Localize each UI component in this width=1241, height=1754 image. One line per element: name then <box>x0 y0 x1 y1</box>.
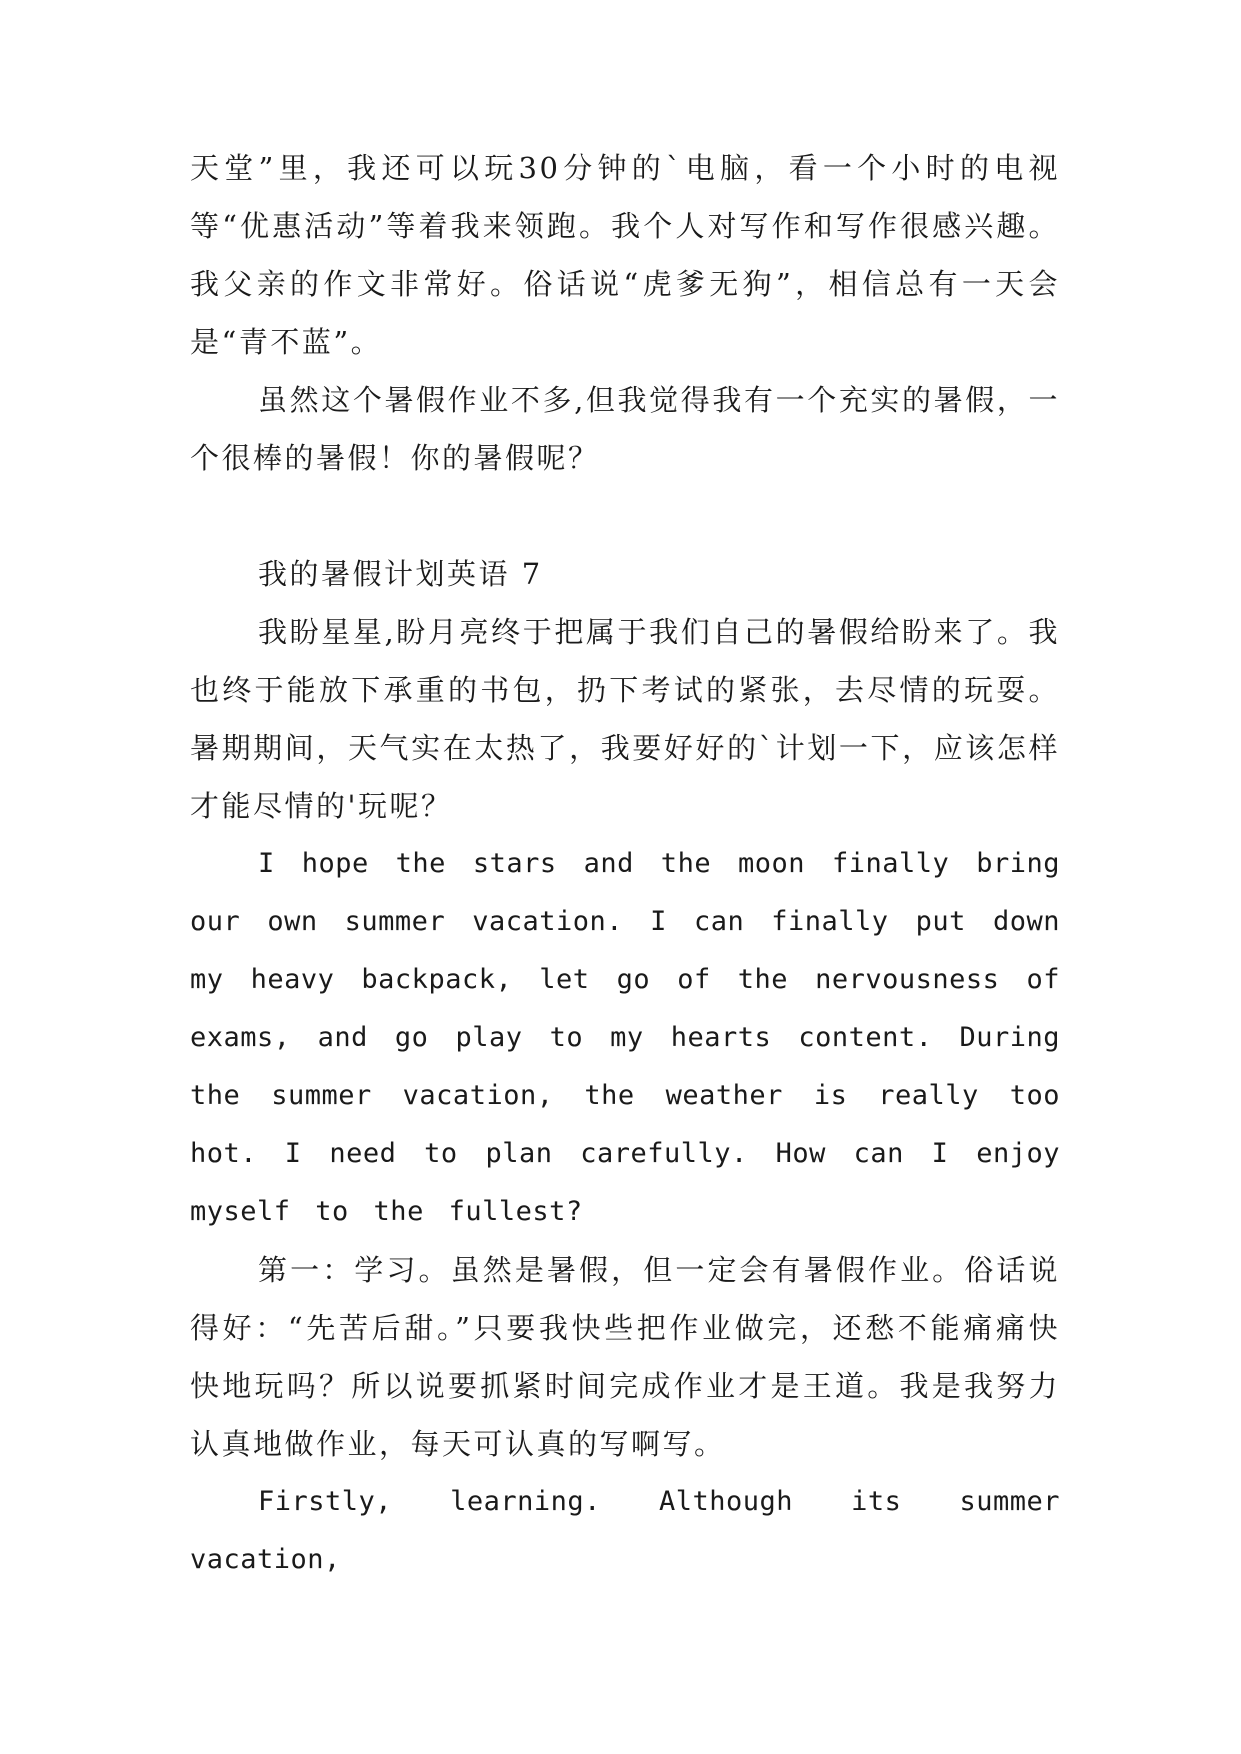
paragraph-p1: 天堂”里，我还可以玩30分钟的`电脑，看一个小时的电视等“优惠活动”等着我来领跑。我个人对写作和写作很感兴趣。我父亲的作文非常好。俗话说“虎爹无狗”，相信总有一天会是“青不蓝”。 <box>190 151 1060 359</box>
paragraph-p2: 虽然这个暑假作业不多,但我觉得我有一个充实的暑假，一个很棒的暑假！你的暑假呢？ <box>190 383 1060 475</box>
blank-line <box>190 487 1060 545</box>
paragraph-p6: Firstly, learning. Although its summer vacation, <box>190 1486 1060 1575</box>
paragraph-p5: 第一：学习。虽然是暑假，但一定会有暑假作业。俗话说得好：“先苦后甜。”只要我快些把作业做完，还愁不能痛痛快快地玩吗？所以说要抓紧时间完成作业才是王道。我是我努力认真地做作业，每天可认真的写啊写。 <box>190 1253 1060 1461</box>
paragraph-p3: 我盼星星,盼月亮终于把属于我们自己的暑假给盼来了。我也终于能放下承重的书包，扔下考试的紧张，去尽情的玩耍。暑期期间，天气实在太热了，我要好好的`计划一下，应该怎样才能尽情的'玩呢？ <box>190 615 1060 823</box>
document-body <box>190 139 1060 1589</box>
section-heading: 我的暑假计划英语 7 <box>258 557 543 591</box>
paragraph-p4: I hope the stars and the moon finally bring our own summer vacation. I can finally put down my heavy backpack, let go of the nervousness of exams, and go play to my hearts content. During the summer vacation, the weather is really too hot. I need to plan carefully. How can I enjoy myself to the fullest? <box>190 848 1060 1227</box>
